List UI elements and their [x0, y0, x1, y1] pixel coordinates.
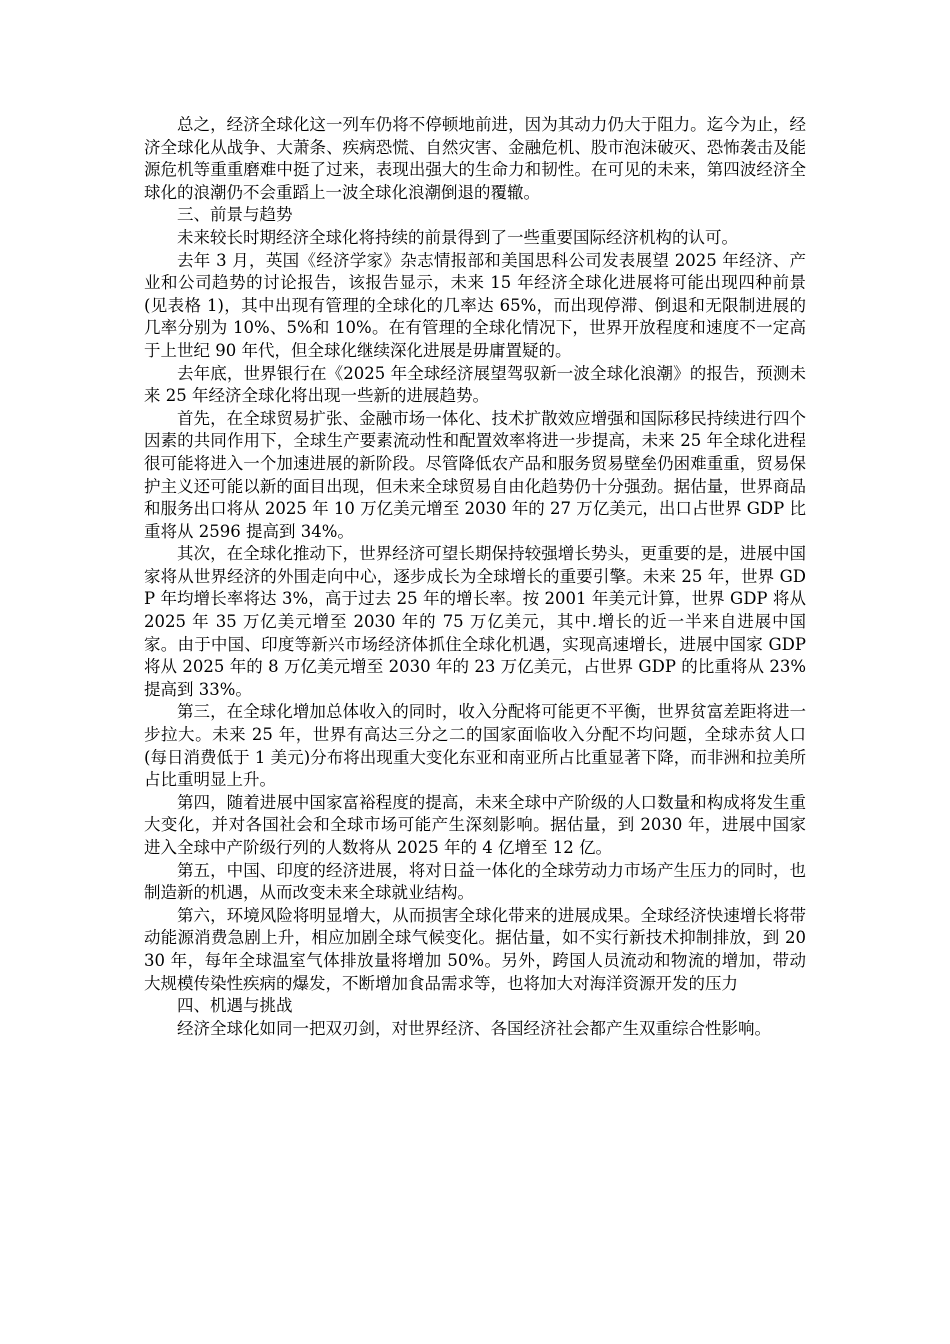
paragraph-trend-second: 其次，在全球化推动下，世界经济可望长期保持较强增长势头，更重要的是，进展中国家将从世界经济的外围走向中心，逐步成长为全球增长的重要引擎。未来 25 年，世界 GDP 年均增长率将达 3%，高于过去 25 年的增长率。按 2001 年美元计算，世界 GDP 将从 2025 年 35 万亿美元增至 2030 年的 75 万亿美元，其中.增长的近一半来自进展中国家。由于中国、印度等新兴市场经济体抓住全球化机遇，实现高速增长，进展中国家 GDP 将从 2025 年的 8 万亿美元增至 2030 年的 23 万亿美元，占世界 GDP 的比重将从 23%提高到 33%。 — [144, 544, 806, 699]
paragraph-trend-third: 第三，在全球化增加总体收入的同时，收入分配将可能更不平衡，世界贫富差距将进一步拉大。未来 25 年，世界有高达三分之二的国家面临收入分配不均问题，全球赤贫人口(每日消费低于 1 美元)分布将出现重大变化东亚和南亚所占比重显著下降，而非洲和拉美所占比重明显上升。 — [144, 702, 806, 790]
paragraph-prospects-intro: 未来较长时期经济全球化将持续的前景得到了一些重要国际经济机构的认可。 — [177, 227, 738, 247]
document-body — [144, 114, 806, 1040]
section-heading-opportunities: 四、机遇与挑战 — [177, 996, 293, 1016]
section-heading-prospects: 三、前景与趋势 — [177, 205, 293, 225]
paragraph-economist-report: 去年 3 月，英国《经济学家》杂志情报部和美国思科公司发表展望 2025 年经济、产业和公司趋势的讨论报告，该报告显示，未来 15 年经济全球化进展将可能出现四种前景(见表格 1)，其中出现有管理的全球化的几率达 65%，而出现停滞、倒退和无限制进展的几率分别为 10%、5%和 10%。在有管理的全球化情况下，世界开放程度和速度不一定高于上世纪 90 年代，但全球化继续深化进展是毋庸置疑的。 — [144, 250, 806, 360]
paragraph-trend-first: 首先，在全球贸易扩张、金融市场一体化、技术扩散效应增强和国际移民持续进行四个因素的共同作用下，全球生产要素流动性和配置效率将进一步提高，未来 25 年全球化进程很可能将进入一个加速进展的新阶段。尽管降低农产品和服务贸易壁垒仍困难重重，贸易保护主义还可能以新的面目出现，但未来全球贸易自由化趋势仍十分强劲。据估量，世界商品和服务出口将从 2025 年 10 万亿美元增至 2030 年的 27 万亿美元，出口占世界 GDP 比重将从 2596 提高到 34%。 — [144, 408, 806, 541]
paragraph-trend-fourth: 第四，随着进展中国家富裕程度的提高，未来全球中产阶级的人口数量和构成将发生重大变化，并对各国社会和全球市场可能产生深刻影响。据估量，到 2030 年，进展中国家进入全球中产阶级行列的人数将从 2025 年的 4 亿增至 12 亿。 — [144, 792, 806, 857]
paragraph-conclusion: 总之，经济全球化这一列车仍将不停顿地前进，因为其动力仍大于阻力。迄今为止，经济全球化从战争、大萧条、疾病恐慌、自然灾害、金融危机、股市泡沫破灭、恐怖袭击及能源危机等重重磨难中挺了过来，表现出强大的生命力和韧性。在可见的未来，第四波经济全球化的浪潮仍不会重蹈上一波全球化浪潮倒退的覆辙。 — [144, 115, 806, 202]
paragraph-trend-fifth: 第五，中国、印度的经济进展，将对日益一体化的全球劳动力市场产生压力的同时，也制造新的机遇，从而改变未来全球就业结构。 — [144, 860, 806, 903]
paragraph-world-bank-report: 去年底，世界银行在《2025 年全球经济展望驾驭新一波全球化浪潮》的报告，预测未来 25 年经济全球化将出现一些新的进展趋势。 — [144, 363, 806, 406]
paragraph-double-edged-sword: 经济全球化如同一把双刃剑，对世界经济、各国经济社会都产生双重综合性影响。 — [177, 1018, 771, 1038]
paragraph-trend-sixth: 第六，环境风险将明显增大，从而损害全球化带来的进展成果。全球经济快速增长将带动能源消费急剧上升，相应加剧全球气候变化。据估量，如不实行新技术抑制排放，到 2030 年，每年全球温室气体排放量将增加 50%。另外，跨国人员流动和物流的增加，带动大规模传染性疾病的爆发，不断增加食品需求等，也将加大对海洋资源开发的压力 — [144, 905, 806, 993]
